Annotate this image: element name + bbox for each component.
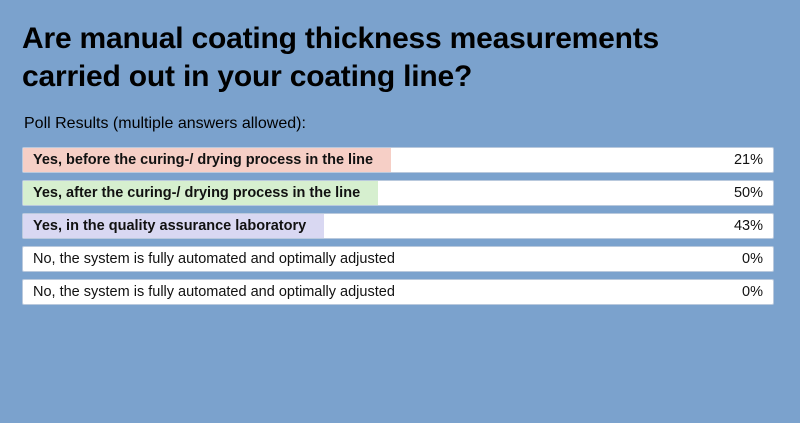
poll-results-caption: Poll Results (multiple answers allowed): bbox=[24, 114, 306, 132]
poll-option-percent: 50% bbox=[733, 184, 763, 201]
poll-option-percent: 43% bbox=[733, 217, 763, 234]
poll-option-percent: 0% bbox=[742, 283, 763, 300]
poll-option-label: Yes, after the curing-/ drying process in the line bbox=[33, 184, 361, 201]
poll-row[interactable] bbox=[22, 180, 774, 206]
poll-results-list bbox=[22, 147, 774, 305]
poll-row[interactable] bbox=[22, 147, 774, 173]
poll-row[interactable] bbox=[22, 279, 774, 305]
poll-option-label: Yes, before the curing-/ drying process in the line bbox=[33, 151, 374, 168]
poll-option-label: No, the system is fully automated and optimally adjusted bbox=[33, 250, 395, 267]
poll-option-label: No, the system is fully automated and optimally adjusted bbox=[33, 283, 395, 300]
poll-option-label: Yes, in the quality assurance laboratory bbox=[33, 217, 307, 234]
poll-row[interactable] bbox=[22, 246, 774, 272]
poll-row[interactable] bbox=[22, 213, 774, 239]
page-title: Are manual coating thickness measurements carried out in your coating line? bbox=[22, 22, 660, 94]
poll-option-percent: 21% bbox=[733, 151, 763, 168]
poll-option-percent: 0% bbox=[742, 250, 763, 267]
